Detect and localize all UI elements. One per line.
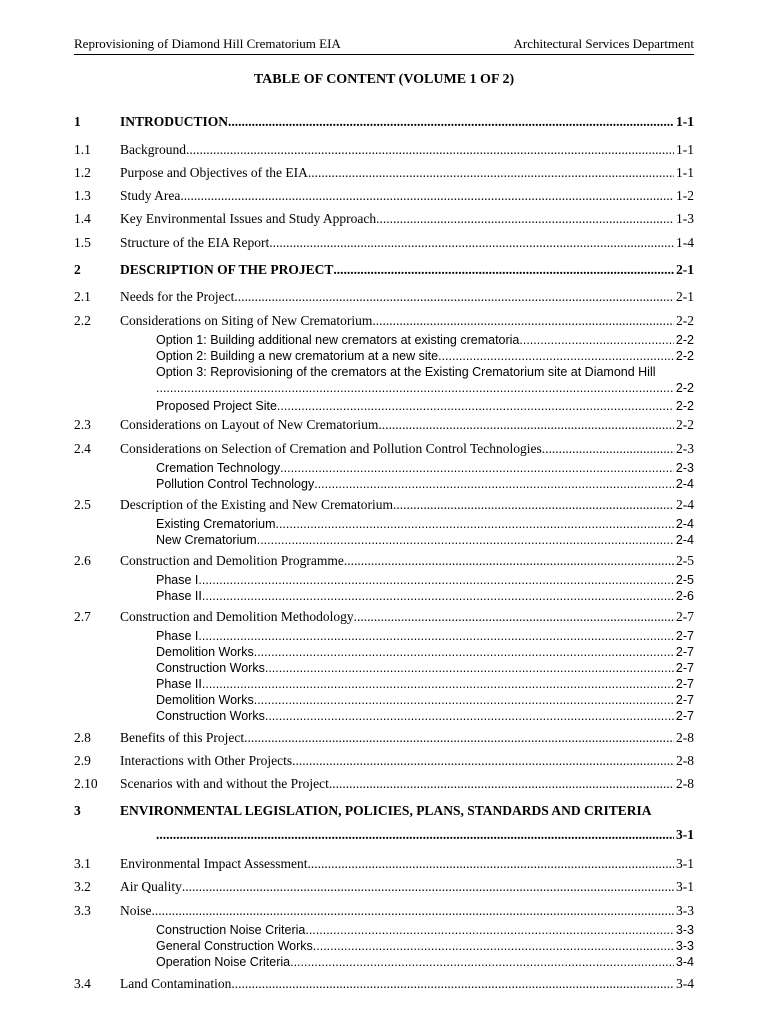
toc-entry-page: 3-4 <box>676 976 694 991</box>
toc-entry[interactable] <box>74 516 694 532</box>
toc-entry-number: 1.2 <box>74 165 91 180</box>
toc-entry-line <box>156 516 694 532</box>
toc-entry-page: 2-1 <box>676 289 694 304</box>
toc-entry-line <box>156 332 694 348</box>
toc-leader-dots <box>519 332 674 348</box>
toc-entry-label: Description of the Existing and New Crematorium <box>120 497 393 512</box>
toc-entry-number: 1.1 <box>74 142 91 157</box>
toc-entry-line <box>120 210 694 228</box>
toc-entry-number: 1.5 <box>74 235 91 250</box>
toc-entry-page: 2-5 <box>676 553 694 568</box>
toc-entry-line <box>156 572 694 588</box>
toc-entry-label: General Construction Works <box>156 939 313 953</box>
toc-entry-page: 2-7 <box>675 629 694 643</box>
toc-entry-page: 2-5 <box>675 573 694 587</box>
toc-entry-number: 2.1 <box>74 289 91 304</box>
toc-entry-label: Phase I <box>156 573 199 587</box>
toc-entry-line <box>120 775 694 793</box>
toc-entry-label: DESCRIPTION OF THE PROJECT <box>120 262 334 277</box>
toc-entry-line <box>156 588 694 604</box>
toc-entry-label: Phase II <box>156 589 202 603</box>
toc-entry[interactable] <box>74 644 694 660</box>
toc-entry-page: 3-4 <box>675 955 694 969</box>
toc-entry-label: Benefits of this Project <box>120 730 245 745</box>
page-header <box>74 36 694 55</box>
toc-entry-page: 2-3 <box>675 461 694 475</box>
toc-entry-label: Considerations on Siting of New Crematorium <box>120 313 373 328</box>
toc-entry-label: Noise <box>120 903 152 918</box>
toc-leader-dots <box>228 113 674 131</box>
toc-entry-line <box>120 113 694 131</box>
toc-leader-dots <box>292 752 674 770</box>
toc-leader-dots <box>354 608 674 626</box>
toc-leader-dots <box>376 210 674 228</box>
toc-entry-line <box>120 608 694 626</box>
toc-entry-line <box>156 476 694 492</box>
toc-entry-page: 2-7 <box>675 693 694 707</box>
toc-entry[interactable] <box>74 348 694 364</box>
toc-entry-label: Pollution Control Technology <box>156 477 315 491</box>
toc-entry-line <box>120 878 694 896</box>
toc-entry[interactable] <box>74 312 694 330</box>
toc-entry-label: Background <box>120 142 186 157</box>
toc-entry-page: 2-2 <box>676 313 694 328</box>
toc-entry-label: Scenarios with and without the Project <box>120 776 329 791</box>
toc-leader-dots <box>257 532 674 548</box>
toc-leader-dots <box>254 692 674 708</box>
toc-leader-dots <box>305 922 674 938</box>
toc-leader-dots <box>198 628 674 644</box>
toc-entry-label: Land Contamination <box>120 976 232 991</box>
toc-entry-page: 2-6 <box>675 589 694 603</box>
toc-entry-label: Construction Works <box>156 709 265 723</box>
toc-entry-line <box>156 398 694 414</box>
toc-leader-dots <box>254 644 674 660</box>
toc-entry-page: 2-2 <box>675 399 694 413</box>
header-department: Architectural Services Department <box>513 36 694 51</box>
toc-leader-dots <box>186 141 674 159</box>
toc-leader-dots <box>378 416 674 434</box>
toc-entry-label: ENVIRONMENTAL LEGISLATION, POLICIES, PLANS, STANDARDS AND CRITERIA <box>120 803 652 818</box>
toc-entry-number: 3.2 <box>74 879 91 894</box>
toc-entry-line <box>156 676 694 692</box>
toc-entry-number: 2.8 <box>74 730 91 745</box>
toc-entry[interactable] <box>74 234 694 252</box>
toc-entry-page: 1-3 <box>676 211 694 226</box>
toc-entry-number: 1.4 <box>74 211 91 226</box>
toc-entry-number: 2.7 <box>74 609 91 624</box>
toc-entry-label: Phase I <box>156 629 199 643</box>
toc-entry[interactable] <box>74 855 694 873</box>
toc-entry-number: 3.3 <box>74 903 91 918</box>
toc-entry-number: 2.6 <box>74 553 91 568</box>
toc-leader-dots <box>438 348 674 364</box>
toc-entry-label: Structure of the EIA Report <box>120 235 270 250</box>
toc-entry-page: 3-1 <box>676 827 694 842</box>
toc-entry-line <box>120 855 694 873</box>
toc-entry-line <box>120 187 694 205</box>
toc-leader-dots <box>156 826 674 844</box>
toc-leader-dots <box>290 954 674 970</box>
toc-entry-page: 3-1 <box>676 856 694 871</box>
toc-entry-page: 2-2 <box>675 333 694 347</box>
toc-entry-line <box>120 802 694 820</box>
toc-entry-line <box>120 440 694 458</box>
toc-entry-line <box>120 902 694 920</box>
toc-entry-number: 2.9 <box>74 753 91 768</box>
toc-leader-dots <box>231 975 674 993</box>
toc-entry-line <box>120 141 694 159</box>
toc-entry-page: 2-1 <box>676 262 694 277</box>
toc-entry-line <box>156 460 694 476</box>
toc-entry-page: 3-3 <box>676 903 694 918</box>
toc-leader-dots <box>280 460 674 476</box>
toc-title: TABLE OF CONTENT (VOLUME 1 OF 2) <box>253 72 515 87</box>
toc-entry[interactable] <box>74 692 694 708</box>
toc-entry[interactable] <box>74 496 694 514</box>
toc-entry[interactable] <box>74 552 694 570</box>
toc-leader-dots <box>269 234 674 252</box>
toc-leader-dots <box>329 775 674 793</box>
toc-entry[interactable] <box>74 288 694 306</box>
toc-entry-label: Construction and Demolition Methodology <box>120 609 354 624</box>
toc-leader-dots <box>244 729 674 747</box>
toc-entry-page: 2-7 <box>675 709 694 723</box>
toc-entry-page: 2-4 <box>675 477 694 491</box>
toc-entry-page: 1-1 <box>676 114 694 129</box>
toc-entry[interactable] <box>74 572 694 588</box>
toc-entry-label: Construction Noise Criteria <box>156 923 306 937</box>
toc-entry-label: New Crematorium <box>156 533 257 547</box>
toc-entry-label: Considerations on Layout of New Crematorium <box>120 417 379 432</box>
toc-entry-page: 2-8 <box>676 753 694 768</box>
toc-entry-label: Interactions with Other Projects <box>120 753 293 768</box>
toc-entry-page: 1-2 <box>676 188 694 203</box>
toc-entry-line <box>156 364 694 380</box>
toc-leader-dots <box>234 288 674 306</box>
toc-leader-dots <box>314 476 674 492</box>
toc-leader-dots <box>277 398 674 414</box>
toc-entry-label: Key Environmental Issues and Study Approach <box>120 211 377 226</box>
toc-entry-label: Option 3: Reprovisioning of the cremators at the Existing Crematorium site at Diamond Hill <box>156 365 656 379</box>
toc-entry[interactable] <box>74 210 694 228</box>
toc-entry-label: Study Area <box>120 188 181 203</box>
toc-entry-page: 3-3 <box>675 939 694 953</box>
toc-entry-number: 3 <box>74 803 81 818</box>
toc-entry-page: 2-7 <box>675 661 694 675</box>
toc-entry[interactable] <box>74 380 694 396</box>
toc-entry-page: 2-4 <box>676 497 694 512</box>
toc-entry-line <box>156 348 694 364</box>
toc-entry[interactable] <box>74 476 694 492</box>
toc-entry[interactable] <box>74 975 694 993</box>
toc-entry-line <box>156 954 694 970</box>
toc-entry[interactable] <box>74 398 694 414</box>
toc-entry[interactable] <box>74 752 694 770</box>
toc-entry[interactable] <box>74 708 694 724</box>
toc-entry-label: Proposed Project Site <box>156 399 277 413</box>
toc-entry[interactable] <box>74 802 694 820</box>
toc-leader-dots <box>180 187 674 205</box>
toc-entry[interactable] <box>74 113 694 131</box>
toc-entry-line <box>156 922 694 938</box>
toc-entry[interactable] <box>74 938 694 954</box>
toc-leader-dots <box>156 380 674 396</box>
toc-entry[interactable] <box>74 440 694 458</box>
toc-leader-dots <box>202 588 674 604</box>
toc-entry[interactable] <box>74 729 694 747</box>
toc-entry-page: 1-1 <box>676 165 694 180</box>
toc-leader-dots <box>152 902 675 920</box>
toc-leader-dots <box>265 660 674 676</box>
toc-entry-line <box>120 752 694 770</box>
toc-entry-label: Cremation Technology <box>156 461 281 475</box>
toc-entry-label: INTRODUCTION <box>120 114 229 129</box>
toc-entry-number: 3.4 <box>74 976 91 991</box>
toc-entry[interactable] <box>74 878 694 896</box>
toc-entry[interactable] <box>74 660 694 676</box>
toc-entry[interactable] <box>74 416 694 434</box>
toc-entry-page: 3-3 <box>675 923 694 937</box>
toc-entry-line <box>156 826 694 844</box>
toc-entry-label: Existing Crematorium <box>156 517 276 531</box>
toc-entry-label: Construction Works <box>156 661 265 675</box>
toc-entry[interactable] <box>74 261 694 279</box>
header-project-title: Reprovisioning of Diamond Hill Crematorium EIA <box>74 36 341 51</box>
toc-entry-number: 3.1 <box>74 856 91 871</box>
toc-leader-dots <box>308 164 674 182</box>
toc-entry-line <box>120 312 694 330</box>
toc-entry-line <box>156 380 694 396</box>
toc-entry-line <box>120 975 694 993</box>
toc-entry-page: 2-4 <box>675 533 694 547</box>
toc-entry-page: 2-2 <box>676 417 694 432</box>
toc-entry-page: 2-2 <box>675 349 694 363</box>
toc-entry[interactable] <box>74 588 694 604</box>
toc-entry[interactable] <box>74 628 694 644</box>
toc-entry-page: 2-8 <box>676 776 694 791</box>
toc-leader-dots <box>202 676 674 692</box>
toc-leader-dots <box>542 440 674 458</box>
toc-entry-line <box>120 261 694 279</box>
toc-entry-label: Air Quality <box>120 879 182 894</box>
toc-leader-dots <box>393 496 674 514</box>
toc-leader-dots <box>265 708 674 724</box>
toc-entry-line <box>120 288 694 306</box>
toc-entry-number: 2.3 <box>74 417 91 432</box>
toc-entry-page: 2-3 <box>676 441 694 456</box>
toc-entry[interactable] <box>74 676 694 692</box>
toc-leader-dots <box>313 938 674 954</box>
toc-entry-line <box>120 234 694 252</box>
toc-leader-dots <box>333 261 674 279</box>
toc-entry-line <box>120 729 694 747</box>
toc-entry-number: 2.4 <box>74 441 91 456</box>
toc-entry-page: 2-7 <box>675 645 694 659</box>
toc-entry-line <box>156 628 694 644</box>
toc-entry-number: 2.10 <box>74 776 98 791</box>
toc-entry-line <box>120 164 694 182</box>
toc-entry-label: Needs for the Project <box>120 289 235 304</box>
toc-entry-line <box>156 660 694 676</box>
toc-entry[interactable] <box>74 922 694 938</box>
toc-entry-page: 2-8 <box>676 730 694 745</box>
toc-leader-dots <box>198 572 674 588</box>
toc-entry[interactable] <box>74 164 694 182</box>
toc-entry-label: Demolition Works <box>156 645 254 659</box>
toc-entry-number: 1.3 <box>74 188 91 203</box>
toc-entry[interactable] <box>74 954 694 970</box>
toc-entry[interactable] <box>74 902 694 920</box>
toc-entry-line <box>120 552 694 570</box>
toc-entry-label: Construction and Demolition Programme <box>120 553 344 568</box>
toc-entry[interactable] <box>74 364 694 380</box>
toc-entry-line <box>120 496 694 514</box>
toc-leader-dots <box>182 878 674 896</box>
toc-entry-page: 2-7 <box>676 609 694 624</box>
toc-entry[interactable] <box>74 141 694 159</box>
toc-entry-label: Purpose and Objectives of the EIA <box>120 165 308 180</box>
toc-entry-label: Option 1: Building additional new cremators at existing crematoria <box>156 333 520 347</box>
toc-entry[interactable] <box>74 826 694 844</box>
toc-entry-line <box>120 416 694 434</box>
toc-entry[interactable] <box>74 608 694 626</box>
toc-entry-label: Operation Noise Criteria <box>156 955 291 969</box>
toc-entry-label: Phase II <box>156 677 202 691</box>
toc-entry-line <box>156 692 694 708</box>
toc-entry-line <box>156 708 694 724</box>
toc-entry-number: 2.2 <box>74 313 91 328</box>
toc-entry-page: 1-1 <box>676 142 694 157</box>
toc-entry-label: Demolition Works <box>156 693 254 707</box>
toc-leader-dots <box>372 312 674 330</box>
toc-entry-number: 1 <box>74 114 81 129</box>
toc-entry-label: Environmental Impact Assessment <box>120 856 308 871</box>
toc-entry-page: 2-2 <box>675 381 694 395</box>
toc-entry[interactable] <box>74 775 694 793</box>
toc-entry[interactable] <box>74 187 694 205</box>
toc-entry-number: 2 <box>74 262 81 277</box>
toc-entry-label: Considerations on Selection of Cremation and Pollution Control Technologies <box>120 441 542 456</box>
toc-entry-number: 2.5 <box>74 497 91 512</box>
toc-entry-page: 2-7 <box>675 677 694 691</box>
toc-leader-dots <box>275 516 673 532</box>
toc-entry-label: Option 2: Building a new crematorium at a new site <box>156 349 439 363</box>
toc-entry-line <box>156 644 694 660</box>
toc-entry-line <box>156 938 694 954</box>
toc-entry-page: 2-4 <box>675 517 694 531</box>
toc-leader-dots <box>307 855 674 873</box>
toc-entry-page: 3-1 <box>676 879 694 894</box>
toc-entry[interactable] <box>74 460 694 476</box>
toc-leader-dots <box>344 552 674 570</box>
toc-entry[interactable] <box>74 332 694 348</box>
toc-entry[interactable] <box>74 532 694 548</box>
toc-entry-line <box>156 532 694 548</box>
toc-entry-page: 1-4 <box>676 235 694 250</box>
